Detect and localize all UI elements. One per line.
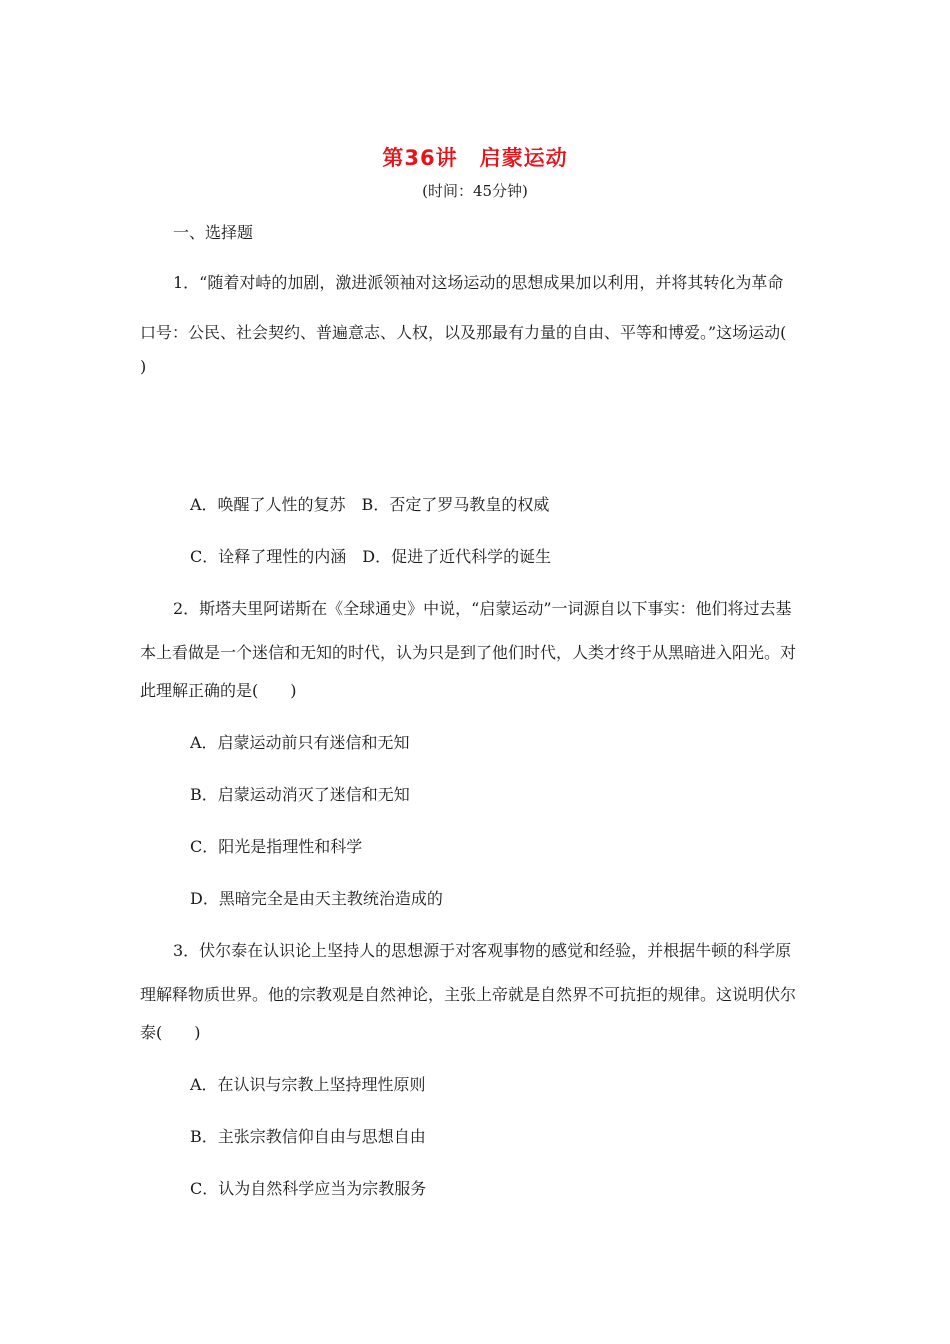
question-3-option-b: B．主张宗教信仰自由与思想自由 bbox=[190, 1127, 426, 1146]
question-1-line-3: ) bbox=[140, 357, 147, 376]
question-3-line-3: 泰( ) bbox=[140, 1023, 201, 1042]
question-2-option-a: A．启蒙运动前只有迷信和无知 bbox=[190, 733, 410, 752]
time-limit: (时间：45分钟) bbox=[422, 182, 528, 200]
section-heading: 一、选择题 bbox=[173, 223, 254, 242]
question-2-option-c: C．阳光是指理性和科学 bbox=[190, 837, 363, 856]
question-2-line-2: 本上看做是一个迷信和无知的时代，认为只是到了他们时代，人类才终于从黑暗进入阳光。对 bbox=[140, 643, 797, 662]
question-3-option-a: A．在认识与宗教上坚持理性原则 bbox=[190, 1075, 426, 1094]
question-2-option-b: B．启蒙运动消灭了迷信和无知 bbox=[190, 785, 410, 804]
question-3-option-c: C．认为自然科学应当为宗教服务 bbox=[190, 1179, 427, 1198]
question-3-line-1: 3．伏尔泰在认识论上坚持人的思想源于对客观事物的感觉和经验，并根据牛顿的科学原 bbox=[173, 941, 792, 960]
question-1-options-row-2: C．诠释了理性的内涵 D．促进了近代科学的诞生 bbox=[190, 547, 552, 566]
question-3-line-2: 理解释物质世界。他的宗教观是自然神论，主张上帝就是自然界不可抗拒的规律。这说明伏尔 bbox=[140, 985, 797, 1004]
question-1-options-row-1: A．唤醒了人性的复苏 B．否定了罗马教皇的权威 bbox=[190, 495, 550, 514]
question-1-line-1: 1．“随着对峙的加剧，激进派领袖对这场运动的思想成果加以利用，并将其转化为革命 bbox=[173, 273, 784, 292]
question-2-line-1: 2．斯塔夫里阿诺斯在《全球通史》中说，“启蒙运动”一词源自以下事实：他们将过去基 bbox=[173, 599, 792, 618]
question-2-option-d: D．黑暗完全是由天主教统治造成的 bbox=[190, 889, 443, 908]
question-2-line-3: 此理解正确的是( ) bbox=[140, 681, 297, 700]
page-title: 第36讲 启蒙运动 bbox=[382, 146, 568, 170]
question-1-line-2: 口号：公民、社会契约、普遍意志、人权，以及那最有力量的自由、平等和博爱。”这场运动( bbox=[140, 323, 787, 342]
